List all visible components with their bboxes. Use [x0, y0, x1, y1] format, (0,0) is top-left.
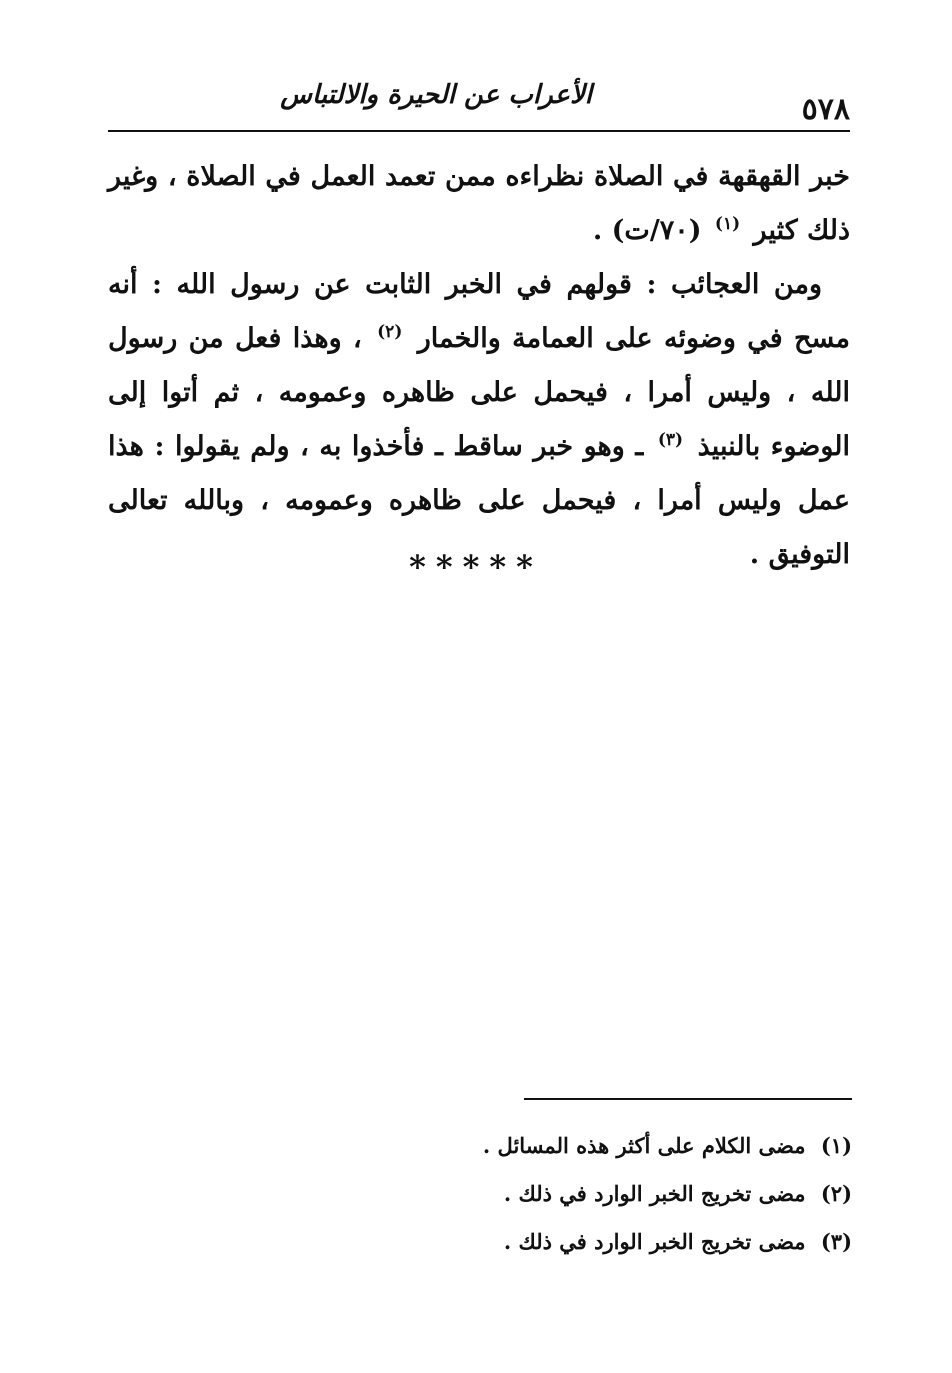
- footnote-text: مضى تخريج الخبر الوارد في ذلك .: [503, 1229, 806, 1254]
- paragraph-2: [108, 258, 850, 582]
- footnote-item: [300, 1218, 852, 1266]
- paragraph-1-text-a: خبر القهقهة في الصلاة نظراءه ممن تعمد العمل في الصلاة ، وغير ذلك كثير: [108, 161, 850, 246]
- page-header: [108, 70, 850, 130]
- footnote-item: [300, 1170, 852, 1218]
- footnote-mark: (٣): [820, 1229, 852, 1254]
- paragraph-2-text-a: ومن العجائب : قولهم في الخبر الثابت عن رسول الله : أنه مسح في وضوئه على العمامة والخمار: [108, 269, 850, 354]
- paragraph-1: [108, 150, 850, 258]
- running-title: الأعراب عن الحيرة والالتباس: [280, 80, 592, 110]
- main-text: [108, 150, 850, 582]
- footnote-item: [300, 1122, 852, 1170]
- footnote-text: مضى تخريج الخبر الوارد في ذلك .: [503, 1181, 806, 1206]
- footnotes: [300, 1122, 852, 1266]
- footnote-ref-3: (٣): [657, 430, 684, 450]
- paragraph-2-text-c: ـ وهو خبر ساقط ـ فأخذوا به ، ولم يقولوا : هذا عمل وليس أمرا ، فيحمل على ظاهره وعمومه ، وبالله تعالى التوفيق .: [108, 431, 850, 570]
- footnote-mark: (٢): [820, 1181, 852, 1206]
- footnote-rule: [524, 1098, 852, 1100]
- footnote-ref-2: (٢): [377, 322, 403, 342]
- paragraph-1-text-b: (٧٠/ت) .: [592, 215, 702, 246]
- footnote-mark: (١): [820, 1133, 852, 1158]
- footnote-ref-1: (١): [714, 214, 741, 234]
- section-separator: *****: [409, 548, 543, 586]
- footnote-text: مضى الكلام على أكثر هذه المسائل .: [482, 1133, 806, 1158]
- page-number: ٥٧٨: [801, 92, 850, 127]
- paragraph-2-text-b: ، وهذا فعل من رسول الله ، وليس أمرا ، فيحمل على ظاهره وعمومه ، ثم أتوا إلى الوضوء بالنبيذ: [108, 323, 850, 462]
- header-rule: [108, 130, 850, 132]
